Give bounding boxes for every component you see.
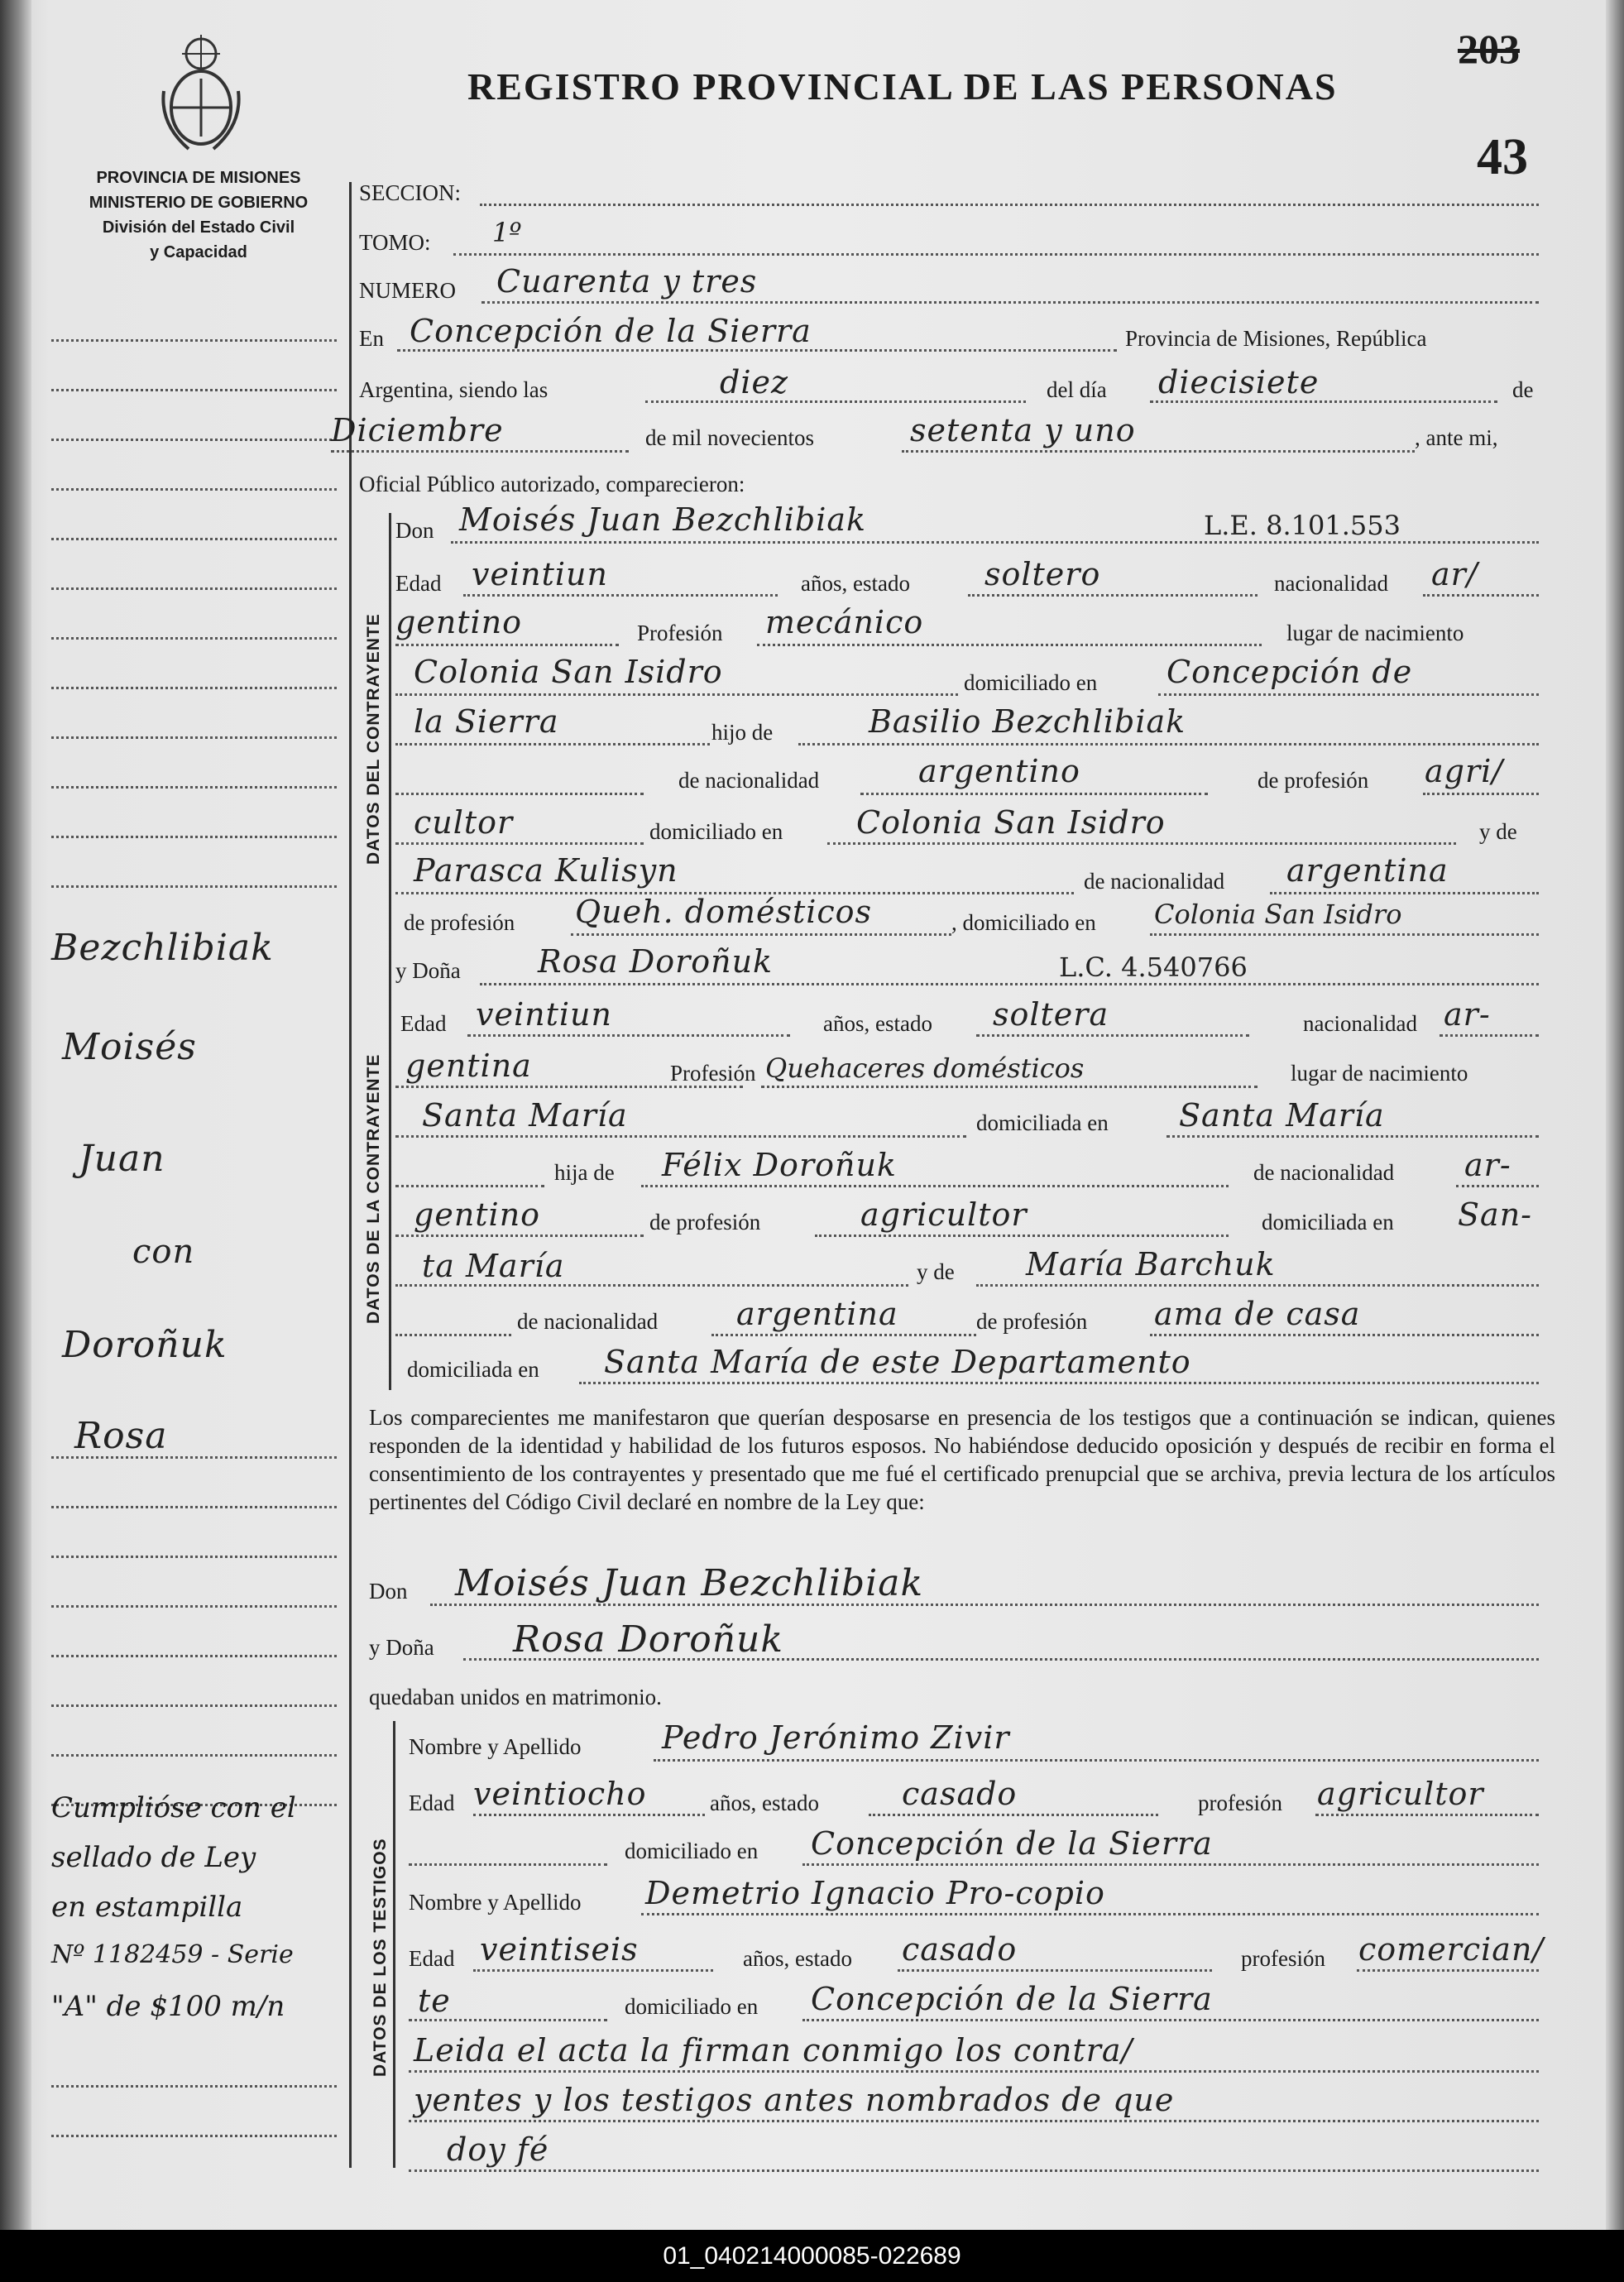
tomo-value: 1º [492,217,522,248]
groom-document: L.E. 8.101.553 [1204,510,1401,541]
witness1-age: veintiocho [473,1776,647,1812]
estado-label: años, estado [710,1791,819,1815]
de-prof-label: de profesión [1258,768,1369,793]
bride-section-label: DATOS DE LA CONTRAYENTE [364,1053,383,1324]
coat-of-arms-icon [156,33,247,157]
del-dia-label: del día [1047,377,1107,402]
don-label: Don [369,1579,408,1604]
mil-label: de mil novecientos [645,425,814,450]
nombre-label: Nombre y Apellido [409,1890,582,1915]
groom-profession: mecánico [765,604,924,640]
closing-handwritten: doy fé [447,2131,549,2168]
bride-father: Félix Doroñuk [662,1147,897,1183]
margin-name: Moisés [62,1026,197,1068]
groom-mother: Parasca Kulisyn [414,852,678,889]
groom-father-address: Colonia San Isidro [856,804,1166,841]
witness1-address: Concepción de la Sierra [811,1825,1213,1862]
domiciliado-label: domiciliado en [625,1839,759,1863]
nacionalidad-label: nacionalidad [1303,1011,1417,1036]
domiciliada-label: domiciliada en [1262,1210,1394,1234]
oficial-text: Oficial Público autorizado, comparecieron: [359,472,745,496]
margin-surname: Bezchlibiak [51,927,274,969]
groom-nationality-cont: gentino [395,604,523,640]
witness2-name: Demetrio Ignacio Pro-copio [645,1875,1105,1911]
profesion-label: Profesión [637,621,723,645]
edad-label: Edad [409,1946,455,1971]
nacionalidad-label: nacionalidad [1274,571,1388,596]
edad-label: Edad [395,571,442,596]
groom-birthplace: Colonia San Isidro [414,654,723,690]
groom-mother-address: Colonia San Isidro [1154,899,1402,930]
estado-label: años, estado [743,1946,852,1971]
groom-age: veintiun [472,556,608,592]
profesion-label: Profesión [670,1061,756,1086]
page-title: REGISTRO PROVINCIAL DE LAS PERSONAS [467,65,1338,108]
bride-status: soltera [993,996,1109,1033]
edad-label: Edad [400,1011,447,1036]
bride-father-address-cont: ta María [422,1248,565,1284]
office-header [50,165,347,265]
groom-address: Concepción de [1167,654,1413,690]
de-label: de [1512,377,1534,402]
office-line: PROVINCIA DE MISIONES [96,169,301,187]
closing-handwritten: yentes y los testigos antes nombrados de que [414,2082,1175,2118]
dia-value: diecisiete [1158,364,1320,400]
hora-value: diez [720,364,788,400]
bride-mother-address: Santa María de este Departamento [604,1344,1191,1380]
section-bracket [389,513,391,960]
hijo-label: hijo de [711,720,774,745]
de-prof-label: de profesión [976,1309,1088,1334]
domiciliado-label: domiciliado en [964,670,1098,695]
closing-text: quedaban unidos en matrimonio. [369,1685,662,1709]
witness2-profession: comercian/ [1358,1931,1545,1968]
lugar-nac-label: lugar de nacimiento [1291,1061,1468,1086]
section-bracket [393,1721,395,2168]
declared-groom: Moisés Juan Bezchlibiak [455,1562,924,1604]
stamp-note: Cumplióse con el [51,1791,296,1824]
profesion-label: profesión [1241,1946,1325,1971]
witness1-profession: agricultor [1317,1776,1484,1812]
witness2-age: veintiseis [480,1931,639,1968]
bride-father-address: San- [1458,1196,1533,1233]
bride-father-nationality: ar- [1464,1147,1511,1183]
bride-mother-nationality: argentina [736,1296,898,1332]
groom-father-profession-cont: cultor [414,804,514,841]
section-bracket [389,960,391,1390]
seccion-label: SECCION: [359,180,462,205]
office-line: y Capacidad [150,243,247,261]
margin-surname: Doroñuk [62,1324,228,1366]
de-nac-label: de nacionalidad [1084,869,1225,894]
groom-mother-nationality: argentina [1286,852,1449,889]
witness2-address: Concepción de la Sierra [811,1981,1213,2017]
old-page-number: 203 [1458,26,1520,72]
groom-address-cont: la Sierra [414,703,559,740]
frame-line [349,182,352,2168]
witness1-status: casado [902,1776,1018,1812]
office-line: División del Estado Civil [102,218,295,237]
y-de-label: y de [917,1259,955,1284]
domiciliado-label: domiciliado en [649,819,783,844]
lugar-value: Concepción de la Sierra [410,313,812,349]
bride-name: Rosa Doroñuk [538,943,774,980]
bride-document: L.C. 4.540766 [1059,952,1248,983]
domiciliado-label: domiciliado en [625,1994,759,2019]
page-number: 43 [1477,129,1528,185]
dona-label: y Doña [395,958,461,983]
profesion-label: profesión [1198,1791,1282,1815]
margin-con: con [132,1233,195,1271]
numero-value: Cuarenta y tres [496,263,758,300]
declared-bride: Rosa Doroñuk [513,1618,784,1661]
bride-profession: Quehaceres domésticos [765,1052,1085,1084]
bride-nationality: ar- [1444,996,1491,1033]
office-line: MINISTERIO DE GOBIERNO [89,194,309,212]
declaration-text: Los comparecientes me manifestaron que querían desposarse en presencia de los testigos que a continuación se indican, quienes responden de la identidad y habilidad de los futuros esposos. No habiéndose deducido oposición y después de recibir en forma el consentimiento de los contrayentes y presentado que me fué el certificado prenupcial que se archiva, previa lectura de los artículos pertinentes del Código Civil declaré en nombre de la Ley que: [369,1405,1555,1514]
nombre-label: Nombre y Apellido [409,1734,582,1759]
don-label: Don [395,518,434,543]
closing-handwritten: Leida el acta la firman conmigo los contra/ [414,2032,1133,2069]
estado-label: años, estado [801,571,910,596]
en-label: En [359,326,384,351]
de-prof-label: de profesión [404,910,515,935]
margin-name: Juan [79,1138,165,1180]
de-nac-label: de nacionalidad [678,768,820,793]
argentina-text: Argentina, siendo las [359,377,549,402]
groom-nationality: ar/ [1431,556,1478,592]
mes-value: Diciembre [331,412,504,448]
groom-section-label: DATOS DEL CONTRAYENTE [364,613,383,865]
image-id-caption: 01_040214000085-022689 [0,2230,1624,2282]
bride-father-profession: agricultor [860,1196,1028,1233]
groom-name: Moisés Juan Bezchlibiak [459,501,867,538]
margin-name: Rosa [74,1415,168,1457]
book-binding [0,0,31,2230]
estado-label: años, estado [823,1011,932,1036]
witness1-name: Pedro Jerónimo Zivir [662,1719,1010,1756]
de-nac-label: de nacionalidad [1253,1160,1395,1185]
witness2-profession-cont: te [418,1982,451,2019]
madre-dom-label: , domiciliado en [951,910,1096,935]
witness-section-label: DATOS DE LOS TESTIGOS [371,1838,390,2077]
page-edge [1606,0,1624,2230]
bride-father-nationality-cont: gentino [414,1196,541,1233]
edad-label: Edad [409,1791,455,1815]
stamp-note: "A" de $100 m/n [51,1990,285,2023]
bride-address: Santa María [1179,1097,1385,1134]
bride-nationality-cont: gentina [405,1048,532,1084]
groom-father-profession: agri/ [1425,753,1504,789]
stamp-note: en estampilla [51,1891,243,1924]
groom-father: Basilio Bezchlibiak [869,703,1186,740]
witness2-status: casado [902,1931,1018,1968]
stamp-note: sellado de Ley [51,1841,256,1874]
ante-label: , ante mi, [1415,425,1498,450]
dona-label: y Doña [369,1635,434,1660]
domiciliada-label: domiciliada en [976,1110,1109,1135]
numero-label: NUMERO [359,278,457,303]
tomo-label: TOMO: [359,230,431,255]
anio-value: setenta y uno [910,412,1136,448]
stamp-note: Nº 1182459 - Serie [51,1940,294,1969]
bride-age: veintiun [476,996,612,1033]
y-de-label: y de [1479,819,1517,844]
groom-father-nationality: argentino [918,753,1080,789]
provincia-text: Provincia de Misiones, República [1125,326,1427,351]
bride-mother: María Barchuk [1026,1246,1276,1282]
bride-mother-profession: ama de casa [1154,1296,1361,1332]
hija-label: hija de [554,1160,615,1185]
bride-birthplace: Santa María [422,1097,628,1134]
de-prof-label: de profesión [649,1210,761,1234]
groom-status: soltero [984,556,1101,592]
lugar-nac-label: lugar de nacimiento [1286,621,1464,645]
domiciliada-label: domiciliada en [407,1357,539,1382]
groom-mother-profession: Queh. domésticos [575,894,873,930]
de-nac-label: de nacionalidad [517,1309,659,1334]
